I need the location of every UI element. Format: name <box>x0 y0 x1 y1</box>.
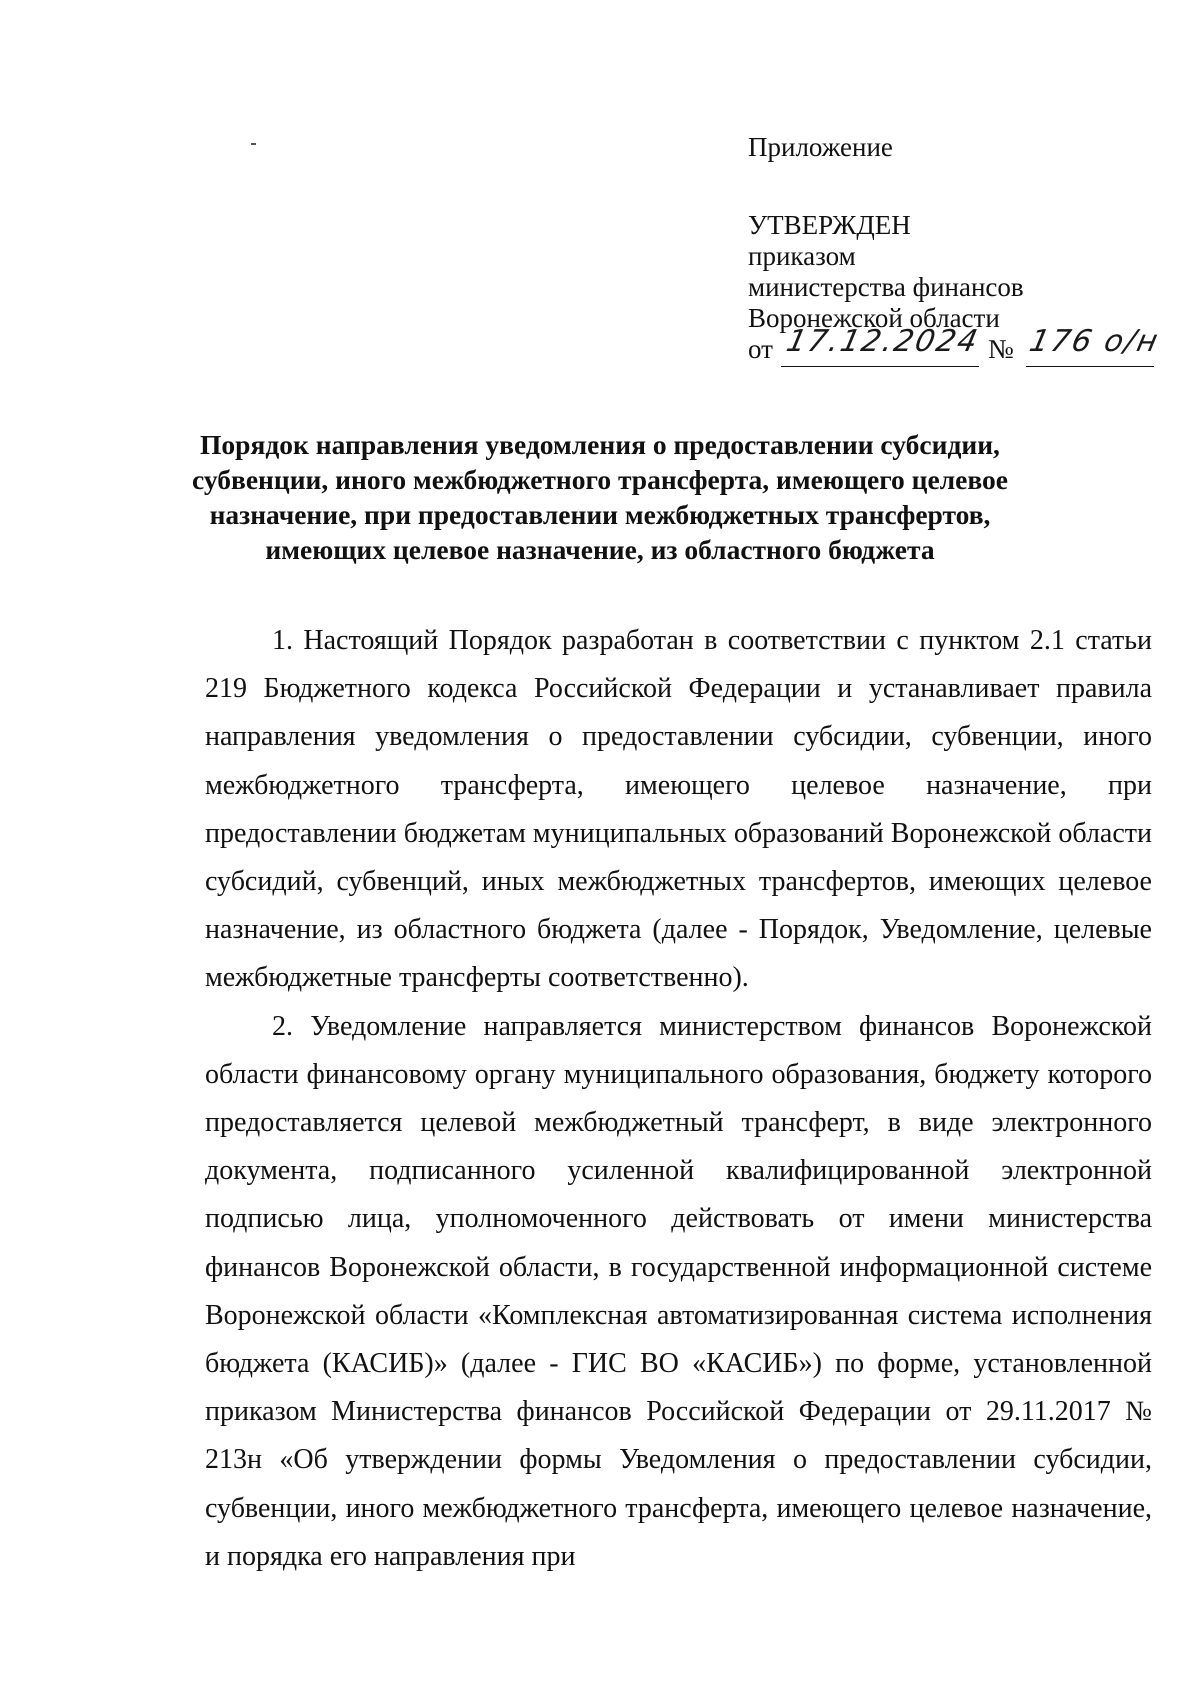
approved-label: УТВЕРЖДЕН <box>748 210 911 240</box>
handwritten-number: 176 о/н <box>1026 324 1163 359</box>
paragraph-2: 2. Уведомление направляется министерством финансов Воронежской области финансовому органу муниципального образования, бюджету которого предоставляется целевой межбюджетный трансферт, в виде электронного документа, подписанного усиленной квалифицированной электронной подписью лица, уполномоченного действовать от имени министерства финансов Воронежской области, в государственной информационной системе Воронежской области «Комплексная автоматизированная система исполнения бюджета (КАСИБ)» (далее - ГИС ВО «КАСИБ») по форме, установленной приказом Министерства финансов Российской Федерации от 29.11.2017 № 213н «Об утверждении формы Уведомления о предоставлении субсидии, субвенции, иного межбюджетного трансферта, имеющего целевое назначение, и порядка его направления при <box>205 1010 1152 1572</box>
approval-line-order: приказом <box>748 241 856 271</box>
signature-row <box>748 324 1168 370</box>
approval-line-region: Воронежской области <box>748 303 1000 333</box>
title-line: субвенции, иного межбюджетного трансферта, имеющего целевое <box>191 464 1008 495</box>
date-prefix: от <box>748 334 773 364</box>
title-line: назначение, при предоставлении межбюджетных трансфертов, <box>209 499 991 530</box>
document-title <box>150 427 1050 567</box>
approval-block <box>748 132 1168 370</box>
title-line: имеющих целевое назначение, из областного бюджета <box>265 534 935 565</box>
approval-line-ministry: министерства финансов <box>748 272 1024 302</box>
date-field <box>781 324 983 367</box>
paragraph-1: 1. Настоящий Порядок разработан в соответствии с пунктом 2.1 статьи 219 Бюджетного кодекса Российской Федерации и устанавливает правила направления уведомления о предоставлении субсидии, субвенции, иного межбюджетного трансферта, имеющего целевое назначение, при предоставлении бюджетам муниципальных образований Воронежской области субсидий, субвенций, иных межбюджетных трансфертов, имеющих целевое назначение, из областного бюджета (далее - Порядок, Уведомление, целевые межбюджетные трансферты соответственно). <box>205 625 1152 994</box>
appendix-label: Приложение <box>748 132 893 162</box>
handwritten-date: 17.12.2024 <box>783 324 983 359</box>
stray-mark <box>251 143 256 145</box>
number-prefix: № <box>988 334 1014 364</box>
document-body <box>205 617 1152 1581</box>
title-line: Порядок направления уведомления о предоставлении субсидии, <box>200 429 1000 460</box>
number-field <box>1026 324 1163 367</box>
